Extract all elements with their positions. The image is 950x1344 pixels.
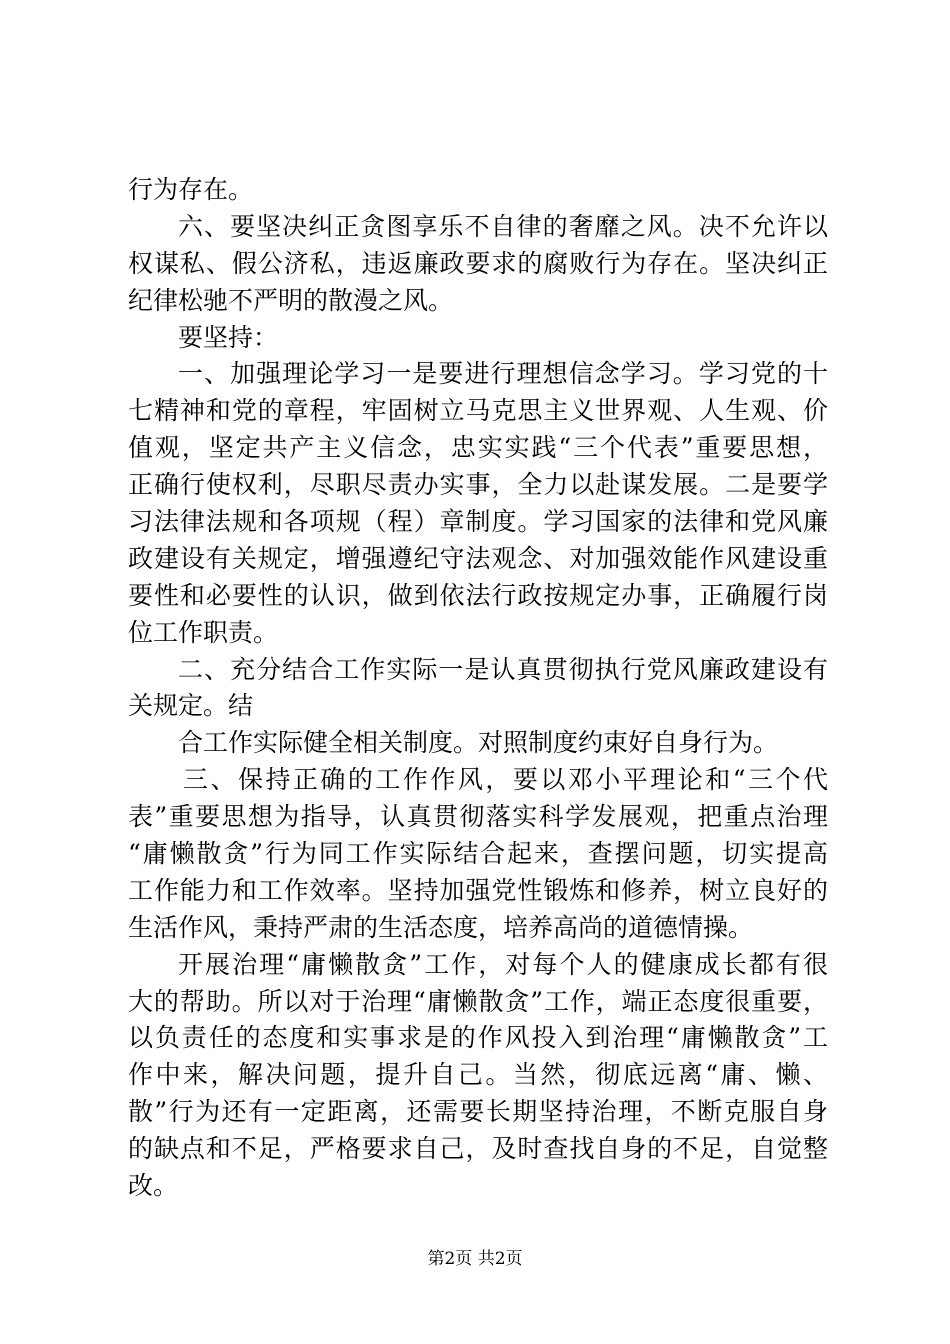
text-line: 七精神和党的章程，牢固树立马克思主义世界观、人生观、价 xyxy=(128,396,828,426)
text-line: 位工作职责。 xyxy=(128,617,279,647)
text-line: 的缺点和不足，严格要求自己，及时查找自身的不足，自觉整 xyxy=(128,1134,828,1164)
text-line: 改。 xyxy=(128,1171,179,1201)
text-line: “庸懒散贪”行为同工作实际结合起来，查摆问题，切实提高 xyxy=(128,839,828,869)
text-line: 以负责任的态度和实事求是的作风投入到治理“庸懒散贪”工 xyxy=(128,1023,828,1053)
text-line: 作中来，解决问题，提升自己。当然，彻底远离“庸、懒、 xyxy=(128,1060,828,1090)
text-line: 生活作风，秉持严肃的生活态度，培养高尚的道德情操。 xyxy=(128,912,754,942)
text-line: 六、要坚决纠正贪图享乐不自律的奢靡之风。决不允许以 xyxy=(178,211,828,241)
text-line: 习法律法规和各项规（程）章制度。学习国家的法律和党风廉 xyxy=(128,507,828,537)
text-line: 二、充分结合工作实际一是认真贯彻执行党风廉政建设有 xyxy=(178,654,828,684)
text-line: 三、保持正确的工作作风，要以邓小平理论和“三个代 xyxy=(183,765,828,795)
page-footer: 第2页 共2页 xyxy=(427,1249,523,1269)
text-line: 工作能力和工作效率。坚持加强党性锻炼和修养，树立良好的 xyxy=(128,875,828,905)
text-line: 一、加强理论学习一是要进行理想信念学习。学习党的十 xyxy=(178,359,828,389)
text-line: 合工作实际健全相关制度。对照制度约束好自身行为。 xyxy=(178,728,779,758)
text-line: 值观，坚定共产主义信念，忠实实践“三个代表”重要思想， xyxy=(128,433,828,463)
text-line: 大的帮助。所以对于治理“庸懒散贪”工作，端正态度很重要， xyxy=(128,986,828,1016)
text-line: 关规定。结 xyxy=(128,691,254,721)
text-line: 要坚持： xyxy=(178,322,279,352)
text-line: 开展治理“庸懒散贪”工作，对每个人的健康成长都有很 xyxy=(178,949,828,979)
text-line: 散”行为还有一定距离，还需要长期坚持治理，不断克服自身 xyxy=(128,1097,828,1127)
text-line: 表”重要思想为指导，认真贯彻落实科学发展观，把重点治理 xyxy=(128,802,828,832)
text-line: 正确行使权利，尽职尽责办实事，全力以赴谋发展。二是要学 xyxy=(128,470,828,500)
text-line: 要性和必要性的认识，做到依法行政按规定办事，正确履行岗 xyxy=(128,580,828,610)
text-line: 权谋私、假公济私，违返廉政要求的腐败行为存在。坚决纠正 xyxy=(128,248,828,278)
text-line: 纪律松驰不严明的散漫之风。 xyxy=(128,285,454,315)
text-line: 行为存在。 xyxy=(128,175,254,204)
text-line: 政建设有关规定，增强遵纪守法观念、对加强效能作风建设重 xyxy=(128,543,828,573)
document-body xyxy=(128,172,828,1205)
